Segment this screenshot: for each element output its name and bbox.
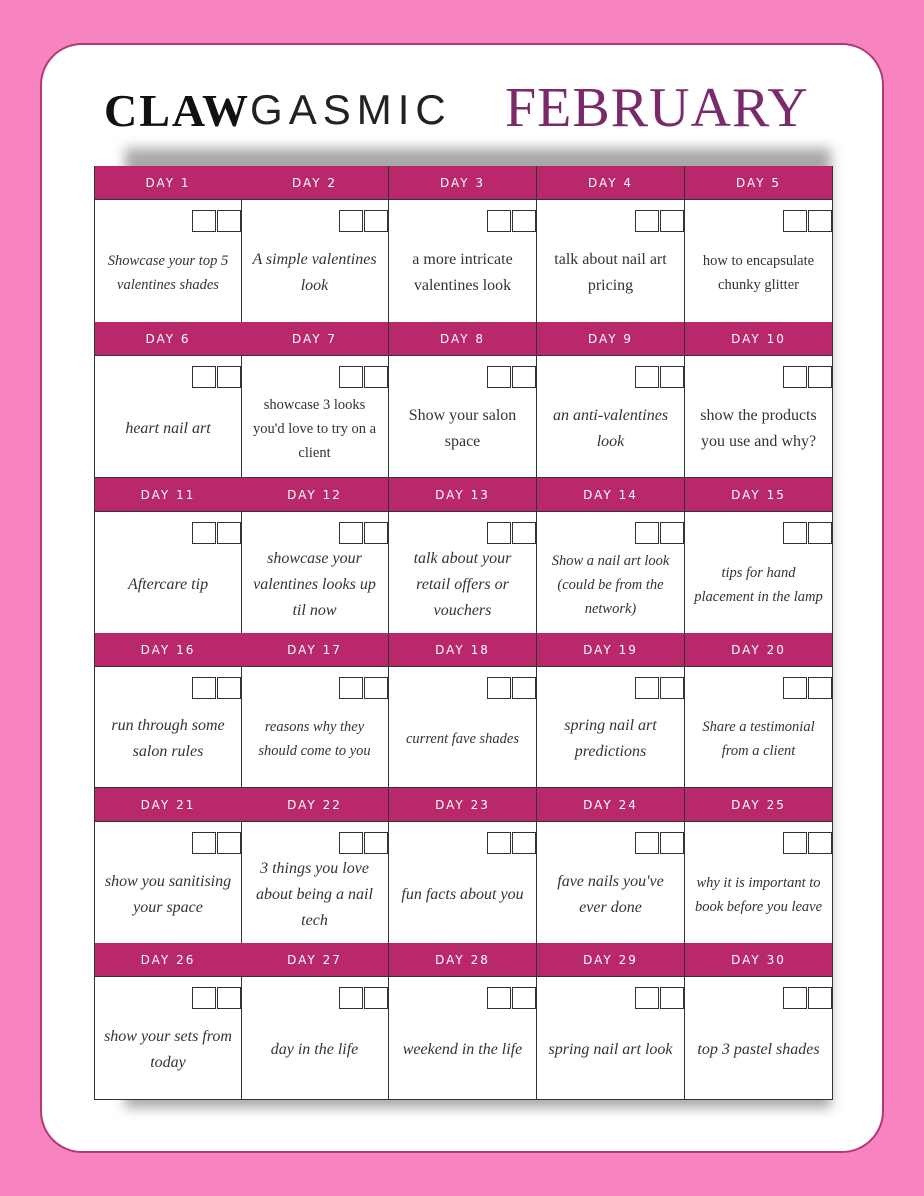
day-label: DAY 5 [685,166,832,200]
day-prompt: Show your salon space [408,406,517,450]
day-prompt: showcase 3 looks you'd love to try on a client [252,396,377,461]
day-label: DAY 10 [685,322,832,356]
day-label: DAY 28 [389,943,536,977]
day-label: DAY 13 [389,478,536,512]
day-prompt: Aftercare tip [127,575,209,593]
day-prompt: talk about your retail offers or vouchers [413,549,512,619]
day-prompt: day in the life [270,1041,359,1058]
day-cell [685,166,833,323]
day-label: DAY 8 [389,322,536,356]
day-cell [537,633,685,788]
day-label: DAY 18 [389,633,536,667]
day-label: DAY 1 [95,166,241,200]
day-prompt: how to encapsulate chunky glitter [702,253,815,293]
day-cell [389,943,537,1100]
day-label: DAY 25 [685,788,832,822]
day-label: DAY 4 [537,166,684,200]
day-label: DAY 3 [389,166,536,200]
day-prompt: tips for hand placement in the lamp [694,564,823,605]
day-cell [241,788,389,944]
day-label: DAY 24 [537,788,684,822]
day-prompt: Show a nail art look (could be from the network) [551,552,670,617]
day-cell [685,943,833,1100]
day-label: DAY 11 [95,478,241,512]
day-cell [389,322,537,478]
day-cell [241,478,389,634]
day-prompt: fave nails you've ever done [557,872,664,916]
day-label: DAY 21 [95,788,241,822]
day-prompt: reasons why they should come to you [258,719,371,759]
day-label: DAY 9 [537,322,684,356]
day-cell [241,166,389,323]
day-cell [94,943,242,1100]
day-cell [94,166,242,323]
day-cell [241,633,389,788]
day-cell [241,322,389,478]
day-prompt: showcase your valentines looks up til now [253,549,376,619]
calendar-grid [94,166,832,1100]
day-label: DAY 23 [389,788,536,822]
day-cell [389,633,537,788]
day-cell [389,166,537,323]
day-prompt: heart nail art [125,419,211,437]
day-prompt: a more intricate valentines look [412,251,513,294]
day-cell [537,943,685,1100]
day-label: DAY 22 [241,788,388,822]
day-prompt: A simple valentines look [252,251,377,294]
day-label: DAY 30 [685,943,832,977]
day-cell [389,788,537,944]
day-cell [94,788,242,944]
day-cell [94,633,242,788]
day-prompt: weekend in the life [402,1041,523,1058]
day-label: DAY 20 [685,633,832,667]
day-prompt: spring nail art look [548,1041,673,1058]
day-prompt: why it is important to book before you leave [694,874,823,915]
day-prompt: current fave shades [405,731,520,747]
day-label: DAY 6 [95,322,241,356]
day-cell [685,633,833,788]
day-cell [685,478,833,634]
day-prompt: top 3 pastel shades [697,1041,820,1058]
brand-logo-part1: CLAW [104,84,251,136]
day-label: DAY 7 [241,322,388,356]
day-label: DAY 19 [537,633,684,667]
day-label: DAY 16 [95,633,241,667]
day-prompt: Showcase your top 5 valentines shades [107,253,229,293]
day-prompt: run through some salon rules [111,717,225,760]
day-cell [537,478,685,634]
day-cell [94,322,242,478]
day-prompt: talk about nail art pricing [554,251,667,294]
day-prompt: 3 things you love about being a nail tech [256,859,373,929]
day-label: DAY 27 [241,943,388,977]
day-cell [537,322,685,478]
day-label: DAY 26 [95,943,241,977]
day-label: DAY 29 [537,943,684,977]
day-prompt: Share a testimonial from a client [702,719,815,759]
day-cell [537,166,685,323]
day-label: DAY 15 [685,478,832,512]
day-label: DAY 17 [241,633,388,667]
day-label: DAY 2 [241,166,388,200]
day-prompt: show the products you use and why? [700,406,817,450]
day-prompt: show your sets from today [104,1028,232,1071]
day-prompt: spring nail art predictions [564,717,657,760]
day-prompt: fun facts about you [401,885,524,903]
day-cell [685,788,833,944]
day-label: DAY 14 [537,478,684,512]
day-cell [94,478,242,634]
day-cell [537,788,685,944]
day-cell [389,478,537,634]
brand-logo [104,80,452,140]
brand-logo-part2: GASMIC [250,86,452,133]
day-prompt: show you sanitising your space [104,872,232,916]
day-label: DAY 12 [241,478,388,512]
day-prompt: an anti-valentines look [552,406,669,450]
day-cell [241,943,389,1100]
month-title: FEBRUARY [505,77,809,139]
day-cell [685,322,833,478]
